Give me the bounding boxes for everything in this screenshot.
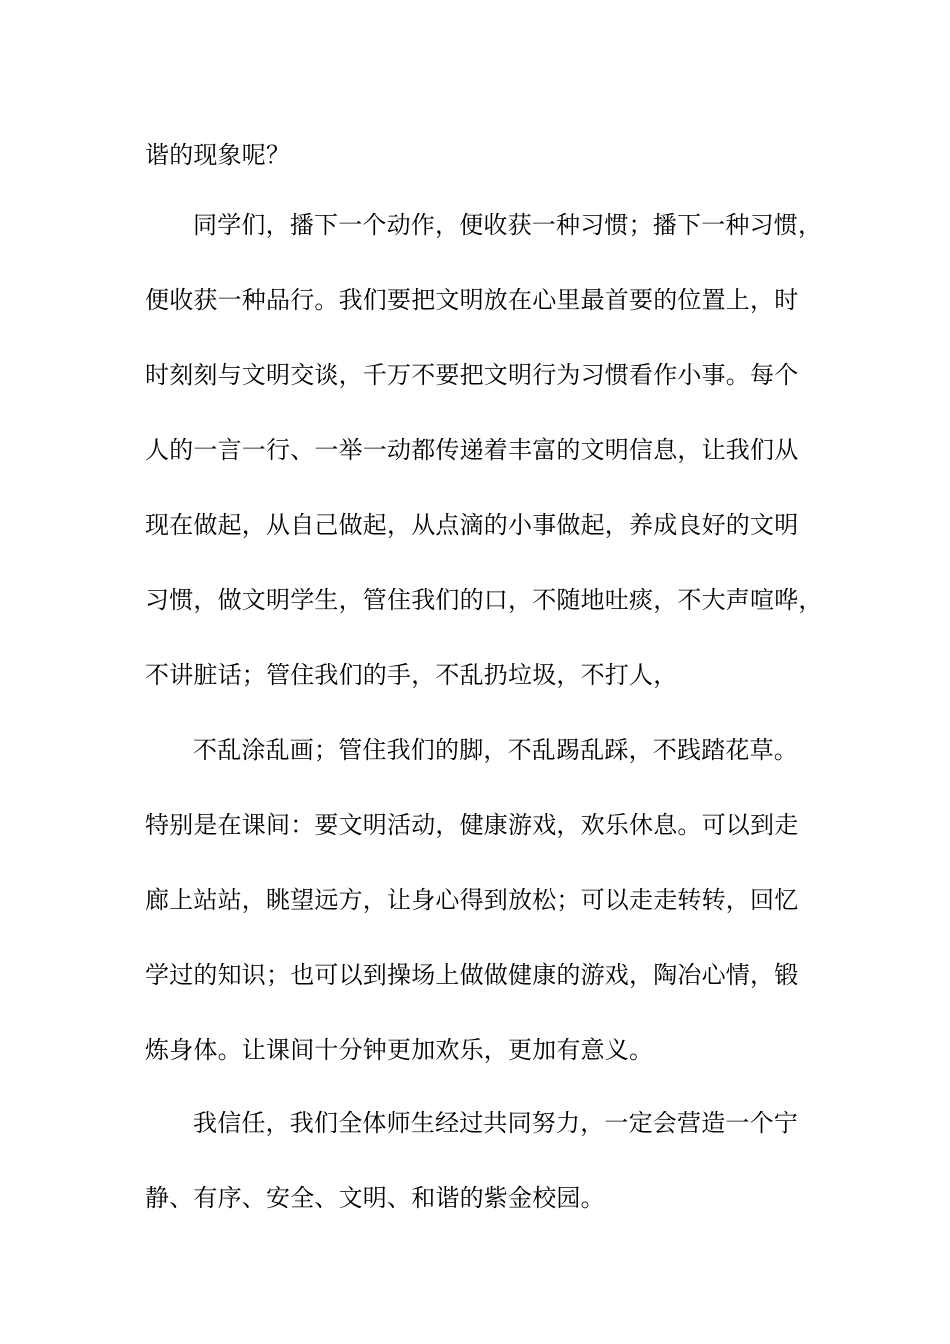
text-line-15: 静、有序、安全、文明、和谐的紫金校园。: [145, 1184, 605, 1212]
text-line-8: 不讲脏话；管住我们的手，不乱扔垃圾，不打人，: [145, 661, 678, 689]
text-line-6: 现在做起，从自己做起，从点滴的小事做起，养成良好的文明: [145, 511, 799, 539]
text-line-3: 便收获一种品行。我们要把文明放在心里最首要的位置上，时: [145, 286, 799, 314]
text-line-11: 廊上站站，眺望远方，让身心得到放松；可以走走转转，回忆: [145, 886, 799, 914]
text-line-4: 时刻刻与文明交谈，千万不要把文明行为习惯看作小事。每个: [145, 361, 799, 389]
text-line-1: 谐的现象呢？: [145, 141, 291, 169]
text-line-14: 我信任，我们全体师生经过共同努力，一定会营造一个宁: [193, 1109, 798, 1137]
text-line-7: 习惯，做文明学生，管住我们的口，不随地吐痰，不大声喧哗，: [145, 586, 823, 614]
text-line-9: 不乱涂乱画；管住我们的脚，不乱踢乱踩，不践踏花草。: [193, 736, 798, 764]
text-line-10: 特别是在课间：要文明活动，健康游戏，欢乐休息。可以到走: [145, 811, 799, 839]
text-line-2: 同学们，播下一个动作，便收获一种习惯；播下一种习惯，: [193, 211, 823, 239]
text-line-12: 学过的知识；也可以到操场上做做健康的游戏，陶冶心情，锻: [145, 961, 799, 989]
text-line-13: 炼身体。让课间十分钟更加欢乐，更加有意义。: [145, 1036, 654, 1064]
text-line-5: 人的一言一行、一举一动都传递着丰富的文明信息，让我们从: [145, 436, 799, 464]
